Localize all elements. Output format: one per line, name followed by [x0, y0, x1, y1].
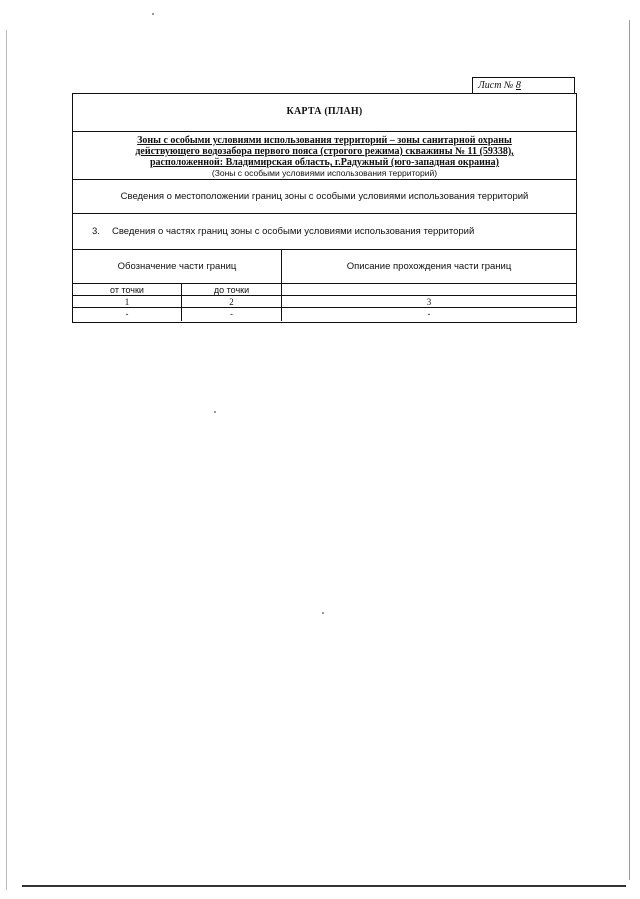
scan-bottom-edge — [22, 885, 626, 887]
table-cell-from: - — [73, 308, 182, 321]
table-row — [73, 308, 576, 321]
scan-speck — [322, 612, 324, 614]
scan-speck — [152, 13, 154, 15]
scan-left-edge — [6, 30, 7, 890]
parts-heading-number: 3. — [92, 226, 100, 237]
zone-line-3: расположенной: Владимирская область, г.Радужный (юго-западная окраина) — [149, 157, 500, 168]
zone-note: (Зоны с особыми условиями использования территорий) — [211, 168, 438, 178]
table-subheader-row — [73, 284, 576, 296]
parts-row — [73, 214, 576, 250]
sheet-number: 8 — [515, 80, 521, 91]
zone-line-2: действующего водозабора первого пояса (строгого режима) скважины № 11 (59338), — [135, 146, 514, 157]
column-number-row — [73, 296, 576, 308]
location-heading: Сведения о местоположении границ зоны с особыми условиями использования территорий — [120, 191, 529, 202]
scan-right-edge — [629, 20, 630, 880]
zone-description-row — [73, 132, 576, 180]
sheet-number-box — [472, 77, 575, 93]
table-cell-to: - — [182, 308, 282, 321]
title-row — [73, 94, 576, 132]
col-from-point: от точки — [73, 284, 182, 295]
col-description-header: Описание прохождения части границ — [346, 261, 512, 272]
parts-heading-text: Сведения о частях границ зоны с особыми условиями использования территорий — [112, 226, 475, 237]
table-cell-description: - — [427, 309, 431, 319]
col-description-sub — [282, 284, 576, 295]
col-designation-header: Обозначение части границ — [73, 250, 282, 283]
location-row — [73, 180, 576, 214]
scan-speck — [214, 411, 216, 413]
parts-heading — [92, 226, 474, 237]
table-header-row — [73, 250, 576, 284]
col-to-point: до точки — [182, 284, 282, 295]
map-title: КАРТА (ПЛАН) — [286, 106, 363, 117]
document-table — [72, 93, 577, 323]
column-number: 1 — [73, 296, 182, 307]
zone-line-1: Зоны с особыми условиями использования территорий – зоны санитарной охраны — [137, 135, 512, 146]
column-number: 2 — [182, 296, 282, 307]
column-number: 3 — [426, 297, 432, 307]
sheet-label: Лист № — [478, 80, 514, 91]
